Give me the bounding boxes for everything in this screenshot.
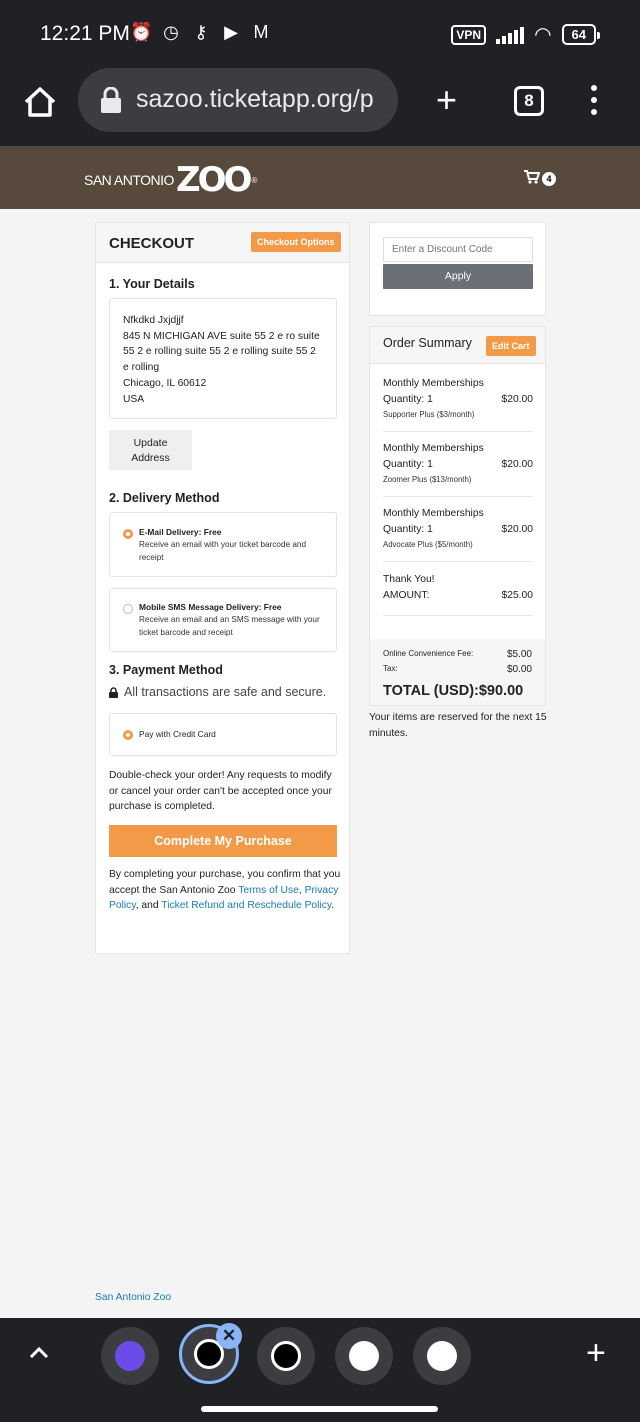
order-total: TOTAL (USD):$90.00 <box>383 683 524 699</box>
double-check-warning: Double-check your order! Any requests to modify or cancel your order can't be accepted once your purchase is completed. <box>109 770 332 813</box>
credit-card-label: Pay with Credit Card <box>139 729 216 739</box>
tab-thumbnail[interactable] <box>101 1327 159 1385</box>
fees-section <box>370 639 545 705</box>
summary-item-price: $20.00 <box>501 394 533 405</box>
alarm-icon: ◷ <box>163 22 179 42</box>
tax-value: $0.00 <box>506 664 532 675</box>
more-options-icon[interactable] <box>590 85 598 115</box>
tab-thumbnail[interactable] <box>335 1327 393 1385</box>
summary-item-subtitle: Advocate Plus ($5/month) <box>383 540 473 549</box>
sms-delivery-radio[interactable] <box>123 604 133 614</box>
san-antonio-zoo-logo[interactable]: SAN ANTONIO ZOO ® <box>84 160 258 200</box>
reservation-note: Your items are reserved for the next 15 minutes. <box>369 712 547 739</box>
close-tab-icon[interactable]: ✕ <box>216 1323 242 1349</box>
address-box <box>109 298 337 419</box>
new-tab-plus-icon[interactable]: + <box>586 1334 606 1372</box>
footer-zoo-link[interactable]: San Antonio Zoo <box>95 1292 172 1303</box>
summary-item-quantity: Quantity: 1 <box>383 459 433 470</box>
youtube-icon: ▶ <box>224 22 238 42</box>
app-icon <box>271 1341 301 1371</box>
summary-item-name: Monthly Memberships <box>383 443 484 454</box>
vpn-icon: VPN <box>451 25 486 45</box>
status-bar <box>0 0 640 68</box>
email-delivery-radio[interactable] <box>123 529 133 539</box>
sms-delivery-title: Mobile SMS Message Delivery: Free <box>139 602 282 612</box>
key-icon: ⚷ <box>194 22 208 42</box>
summary-item <box>383 508 533 562</box>
gmail-icon: M <box>253 22 269 42</box>
gesture-home-bar[interactable] <box>201 1406 438 1412</box>
secure-text: All transactions are safe and secure. <box>124 685 327 699</box>
new-tab-plus-icon[interactable]: + <box>436 79 458 120</box>
summary-item-quantity: Quantity: 1 <box>383 394 433 405</box>
notification-icons <box>130 22 272 44</box>
discount-panel <box>369 222 546 316</box>
order-summary-header <box>370 327 545 364</box>
wifi-icon: ◠ <box>534 24 552 46</box>
address-bar[interactable] <box>78 68 398 132</box>
summary-item-price: $20.00 <box>501 524 533 535</box>
summary-item-subtitle: Supporter Plus ($3/month) <box>383 410 475 419</box>
alarm-off-icon: ⏰ <box>130 22 153 42</box>
chevron-up-icon[interactable] <box>28 1342 50 1364</box>
email-delivery-description: Receive an email with your ticket barcode and receipt <box>139 540 307 562</box>
checkout-options-button[interactable]: Checkout Options <box>251 232 341 252</box>
tab-thumbnail[interactable] <box>257 1327 315 1385</box>
checkout-title: CHECKOUT <box>109 235 194 252</box>
summary-item-subtitle: Zoomer Plus ($13/month) <box>383 475 472 484</box>
terms-of-use-link[interactable]: Terms of Use <box>238 884 299 896</box>
lock-icon <box>109 687 118 698</box>
delivery-method-title: 2. Delivery Method <box>109 491 220 505</box>
summary-item <box>383 378 533 432</box>
summary-item <box>383 574 533 616</box>
app-icon <box>115 1341 145 1371</box>
summary-item-name: Monthly Memberships <box>383 508 484 519</box>
your-details-title: 1. Your Details <box>109 277 195 291</box>
address-line: 845 N MICHIGAN AVE suite 55 2 e ro suite <box>123 330 320 342</box>
site-header <box>0 146 640 209</box>
address-line: e rolling <box>123 362 160 374</box>
update-address-button[interactable]: Update Address <box>109 430 192 470</box>
sms-delivery-description: Receive an email and an SMS message with your ticket barcode and receipt <box>139 615 320 637</box>
payment-method-title: 3. Payment Method <box>109 663 223 677</box>
signal-icon <box>496 26 524 44</box>
secure-notice <box>109 685 326 699</box>
checkout-header <box>96 223 349 263</box>
app-icon <box>349 1341 379 1371</box>
summary-item-quantity: Quantity: 1 <box>383 524 433 535</box>
checkout-panel <box>95 222 350 954</box>
credit-card-radio[interactable] <box>123 730 133 740</box>
discount-code-input[interactable] <box>383 237 533 262</box>
address-line: 55 2 e rolling suite 55 2 e rolling suite 55 2 <box>123 346 316 358</box>
summary-item-price: $25.00 <box>501 590 533 601</box>
tax-label: Tax: <box>383 664 398 673</box>
email-delivery-title: E-Mail Delivery: Free <box>139 527 222 537</box>
email-delivery-option[interactable] <box>109 512 337 577</box>
cart-count-badge: 4 <box>542 172 556 186</box>
summary-item-name: Thank You! <box>383 574 435 585</box>
url-text: sazoo.ticketapp.org/p <box>136 85 374 113</box>
home-icon[interactable] <box>22 84 58 120</box>
summary-item <box>383 443 533 497</box>
privacy-policy-link[interactable]: Privacy Policy <box>109 884 339 912</box>
address-line: Nfkdkd Jxjdjjf <box>123 315 184 326</box>
cart-button[interactable] <box>524 168 556 186</box>
refund-policy-link[interactable]: Ticket Refund and Reschedule Policy <box>161 900 332 912</box>
convenience-fee-label: Online Convenience Fee: <box>383 649 474 658</box>
summary-item-name: Monthly Memberships <box>383 378 484 389</box>
address-line: USA <box>123 393 145 405</box>
lock-icon <box>100 87 122 113</box>
convenience-fee-value: $5.00 <box>506 649 532 660</box>
sms-delivery-option[interactable] <box>109 588 337 652</box>
credit-card-option[interactable] <box>109 713 337 756</box>
browser-toolbar <box>0 68 640 146</box>
tab-thumbnail[interactable] <box>413 1327 471 1385</box>
battery-icon: 64 <box>562 24 596 45</box>
edit-cart-button[interactable]: Edit Cart <box>486 336 536 356</box>
terms-notice: By completing your purchase, you confirm that you accept the San Antonio Zoo Terms of Use, Privacy Policy, and Ticket Refund and Reschedule Policy. <box>109 869 341 912</box>
complete-purchase-button[interactable]: Complete My Purchase <box>109 825 337 857</box>
address-line: Chicago, IL 60612 <box>123 377 207 389</box>
status-time: 12:21 PM <box>40 22 130 45</box>
order-summary-title: Order Summary <box>383 336 472 350</box>
app-icon <box>427 1341 457 1371</box>
order-summary-panel <box>369 326 546 706</box>
cart-icon <box>524 170 540 184</box>
summary-item-quantity: AMOUNT: <box>383 590 430 601</box>
summary-item-price: $20.00 <box>501 459 533 470</box>
tab-switcher-button[interactable]: 8 <box>514 86 544 116</box>
apply-discount-button[interactable]: Apply <box>383 264 533 289</box>
